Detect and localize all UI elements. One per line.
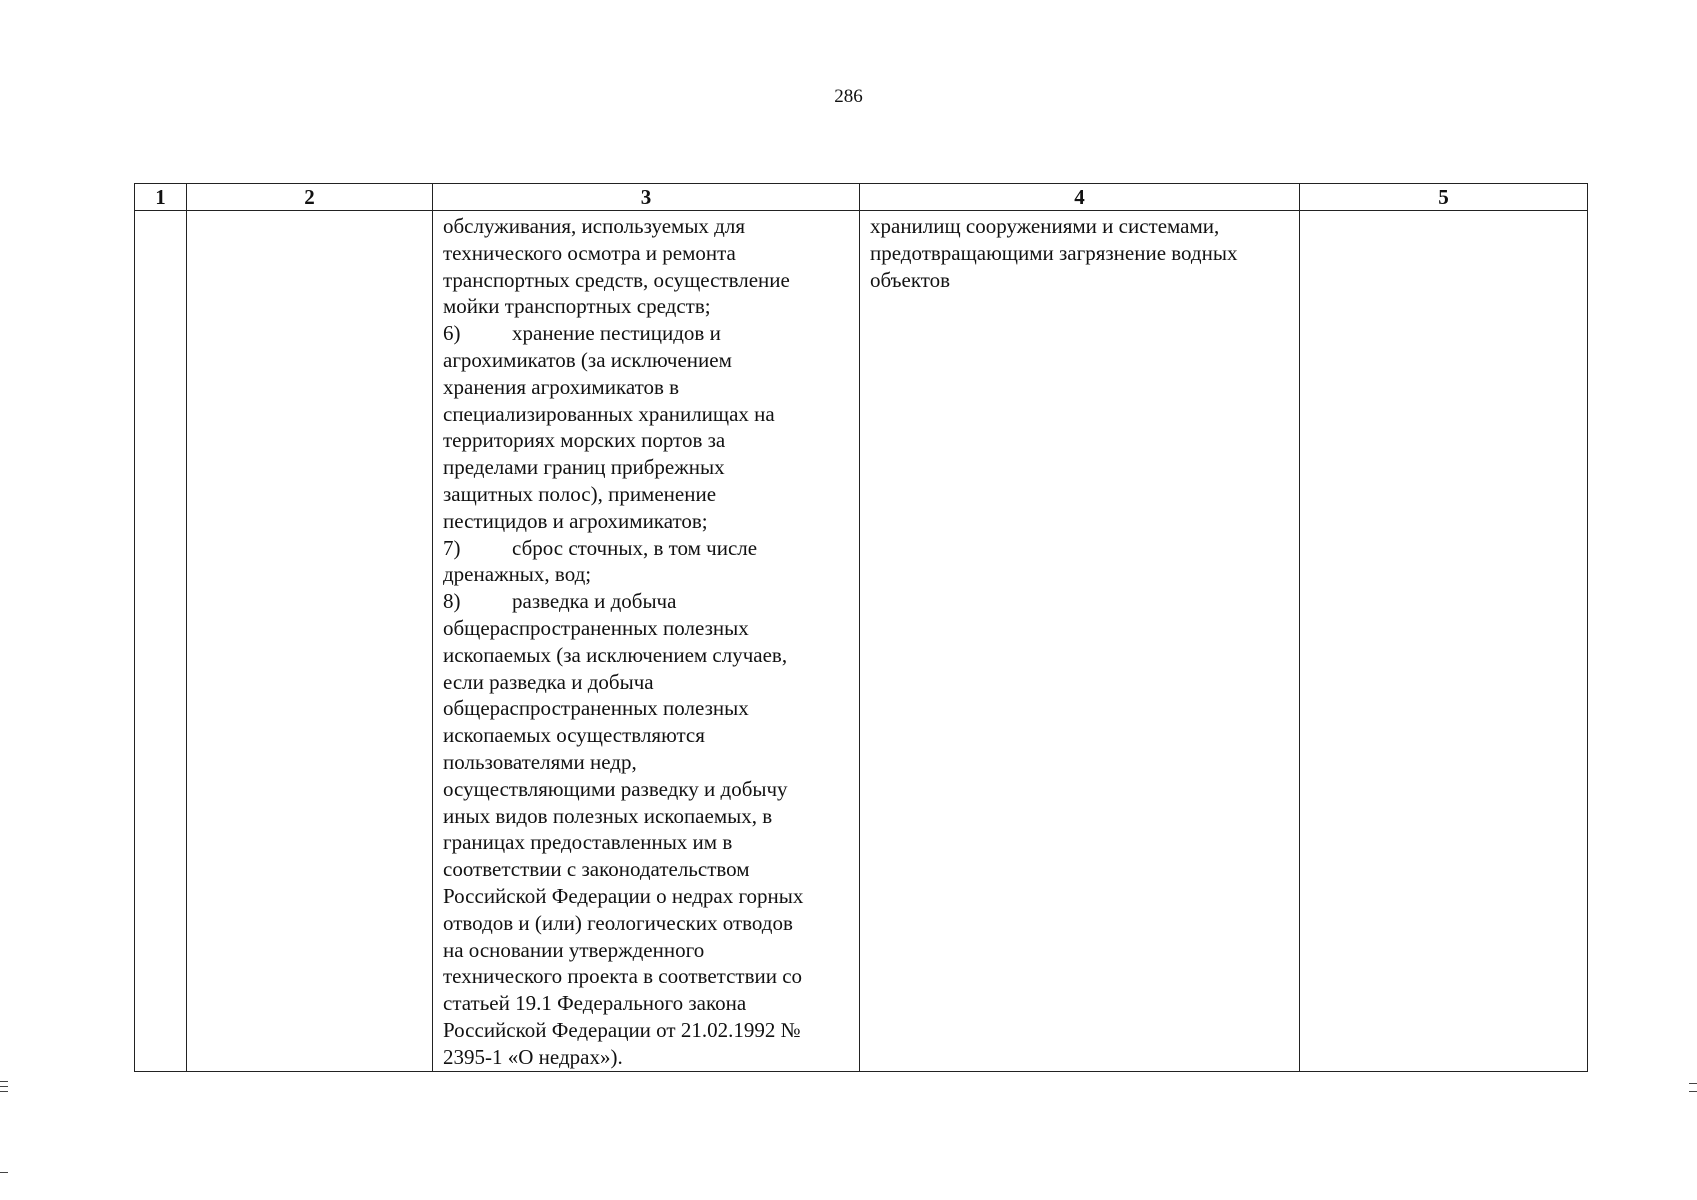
cell-text-line	[443, 427, 851, 454]
list-item-number: 7)	[443, 535, 461, 560]
cell-text-line	[443, 776, 851, 803]
left-edge-mark	[0, 1091, 8, 1092]
line-text: если разведка и добыча	[443, 669, 654, 694]
line-text: сброс сточных, в том числе	[512, 535, 758, 560]
line-text: иных видов полезных ископаемых, в	[443, 803, 773, 828]
line-text: соответствии с законодательством	[443, 857, 750, 882]
cell-col2	[187, 211, 433, 1072]
line-text: технического проекта в соответствии со	[443, 964, 803, 989]
line-text: дренажных, вод;	[443, 562, 592, 587]
line-text: 2395-1 «О недрах»).	[443, 1044, 623, 1069]
column-header-4: 4	[860, 184, 1300, 211]
line-text: пестицидов и агрохимикатов;	[443, 508, 708, 533]
cell-text-line	[443, 883, 851, 910]
cell-col4-text	[860, 211, 1299, 293]
column-header-1: 1	[135, 184, 187, 211]
cell-text-line	[443, 803, 851, 830]
cell-text-line: объектов	[870, 267, 951, 292]
cell-text-line	[443, 267, 851, 294]
cell-text-line	[443, 990, 851, 1017]
cell-text-line: предотвращающими загрязнение водных	[870, 240, 1238, 265]
cell-col4	[860, 211, 1300, 1072]
line-text: пользователями недр,	[443, 749, 637, 774]
cell-col3	[433, 211, 860, 1072]
line-text: технического осмотра и ремонта	[443, 240, 736, 265]
cell-text-line	[443, 561, 851, 588]
line-text: статьей 19.1 Федерального закона	[443, 991, 747, 1016]
column-header-2: 2	[187, 184, 433, 211]
line-text: общераспространенных полезных	[443, 696, 749, 721]
page-number: 286	[834, 86, 863, 107]
cell-text-line	[443, 320, 851, 347]
line-text: ископаемых (за исключением случаев,	[443, 642, 788, 667]
cell-text-line	[443, 347, 851, 374]
left-edge-mark	[0, 1172, 8, 1173]
right-edge-mark	[1689, 1083, 1697, 1084]
line-text: ископаемых осуществляются	[443, 723, 705, 748]
cell-text-line	[443, 401, 851, 428]
cell-col5	[1300, 211, 1588, 1072]
list-item-number: 8)	[443, 589, 461, 614]
cell-text-line	[443, 374, 851, 401]
line-text: агрохимикатов (за исключением	[443, 347, 732, 372]
line-text: Российской Федерации от 21.02.1992 №	[443, 1017, 801, 1042]
cell-text-line	[443, 481, 851, 508]
cell-text-line	[443, 642, 851, 669]
cell-col1	[135, 211, 187, 1072]
cell-text-line	[443, 937, 851, 964]
table-header-row	[135, 184, 1588, 211]
line-text: мойки транспортных средств;	[443, 294, 711, 319]
cell-col3-text	[433, 211, 859, 1071]
list-item-number: 6)	[443, 321, 461, 346]
line-text: хранения агрохимикатов в	[443, 374, 680, 399]
line-text: специализированных хранилищах на	[443, 401, 775, 426]
line-text: общераспространенных полезных	[443, 615, 749, 640]
cell-text-line	[443, 695, 851, 722]
line-text: разведка и добыча	[512, 589, 677, 614]
cell-text-line	[443, 963, 851, 990]
cell-text-line	[443, 856, 851, 883]
table-row	[135, 211, 1588, 1072]
cell-text-line	[443, 213, 851, 240]
cell-text-line	[443, 454, 851, 481]
line-text: отводов и (или) геологических отводов	[443, 910, 793, 935]
line-text: на основании утвержденного	[443, 937, 705, 962]
line-text: защитных полос), применение	[443, 481, 717, 506]
cell-text-line	[443, 669, 851, 696]
cell-text-line	[443, 293, 851, 320]
column-header-3: 3	[433, 184, 860, 211]
line-text: границах предоставленных им в	[443, 830, 733, 855]
column-header-5: 5	[1300, 184, 1588, 211]
line-text: пределами границ прибрежных	[443, 455, 725, 480]
cell-text-line	[443, 240, 851, 267]
cell-text-line: хранилищ сооружениями и системами,	[870, 214, 1220, 238]
cell-text-line	[443, 910, 851, 937]
cell-text-line	[443, 829, 851, 856]
document-table	[134, 183, 1588, 1072]
right-edge-mark	[1689, 1091, 1697, 1092]
cell-text-line	[443, 535, 851, 562]
line-text: хранение пестицидов и	[512, 321, 721, 346]
cell-text-line	[443, 1044, 851, 1071]
cell-text-line	[443, 722, 851, 749]
cell-text-line	[443, 588, 851, 615]
cell-text-line	[443, 749, 851, 776]
line-text: транспортных средств, осуществление	[443, 267, 790, 292]
line-text: территориях морских портов за	[443, 428, 726, 453]
line-text: Российской Федерации о недрах горных	[443, 883, 804, 908]
line-text: осуществляющими разведку и добычу	[443, 776, 788, 801]
cell-text-line	[443, 508, 851, 535]
cell-text-line	[443, 615, 851, 642]
left-edge-mark	[0, 1086, 8, 1087]
line-text: обслуживания, используемых для	[443, 214, 745, 238]
left-edge-mark	[0, 1081, 8, 1082]
cell-text-line	[443, 1017, 851, 1044]
